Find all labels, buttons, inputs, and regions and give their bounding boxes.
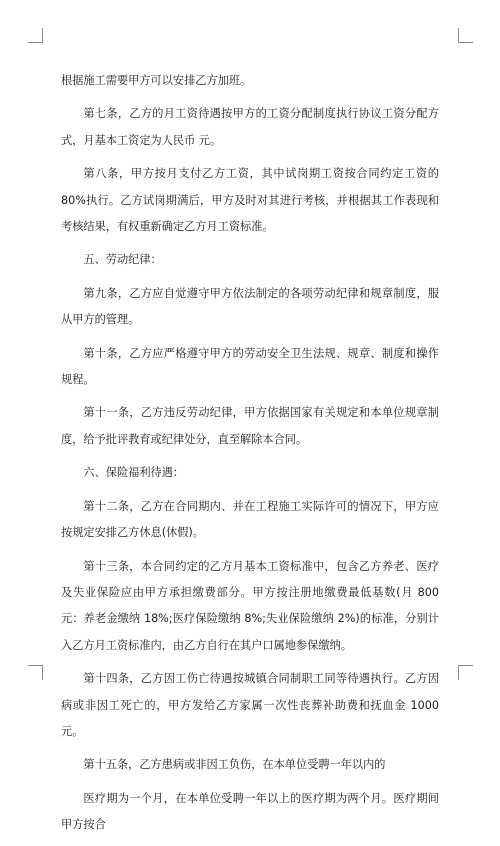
paragraph: 第十二条，乙方在合同期内、并在工程施工实际许可的情况下，甲方应按规定安排乙方休息(休假)。 — [61, 499, 439, 540]
paragraph: 第八条，甲方按月支付乙方工资，其中试岗期工资按合同约定工资的 80%执行。乙方试岗期满后，甲方及时对其进行考核，并根据其工作表现和考核结果，有权重新确定乙方月工资标准。 — [61, 167, 439, 234]
paragraph: 医疗期为一个月，在本单位受聘一年以上的医疗期为两个月。医疗期间甲方按合 — [61, 791, 439, 832]
paragraph: 第九条，乙方应自觉遵守甲方依法制定的各项劳动纪律和规章制度，服从甲方的管理。 — [61, 286, 439, 327]
crop-mark-top-right — [458, 28, 473, 43]
paragraph: 第十四条，乙方因工伤亡待遇按城镇合同制职工同等待遇执行。乙方因病或非因工死亡的，甲方发给乙方家属一次性丧葬补助费和抚血金 1000 元。 — [61, 672, 439, 738]
document-body — [61, 68, 439, 846]
crop-mark-top-left — [28, 28, 43, 43]
section-heading: 六、保险福利待遇： — [83, 466, 185, 480]
paragraph: 第十条，乙方应严格遵守甲方的劳动安全卫生法规、规章、制度和操作规程。 — [61, 346, 439, 387]
paragraph: 第十三条，本合同约定的乙方月基本工资标准中，包含乙方养老、医疗及失业保险应由甲方承担缴费部分。甲方按注册地缴费最低基数(月 800 元：养老金缴纳 18%;医疗保险缴纳 8%;失业保险缴纳 2%)的标准，分别计入乙方月工资标准内，由乙方自行在其户口属地参保缴纳。 — [61, 559, 439, 652]
paragraph: 第十五条，乙方患病或非因工负伤，在本单位受聘一年以内的 — [83, 758, 386, 772]
crop-mark-bottom-left — [28, 665, 43, 680]
section-heading: 五、劳动纪律： — [83, 253, 162, 267]
paragraph: 第七条，乙方的月工资待遇按甲方的工资分配制度执行协议工资分配方式，月基本工资定为人民币 元。 — [61, 107, 439, 147]
crop-mark-bottom-right — [458, 665, 473, 680]
paragraph: 第十一条，乙方违反劳动纪律，甲方依据国家有关规定和本单位规章制度，给予批评教育或纪律处分，直至解除本合同。 — [61, 406, 439, 446]
paragraph: 根据施工需要甲方可以安排乙方加班。 — [61, 74, 252, 87]
